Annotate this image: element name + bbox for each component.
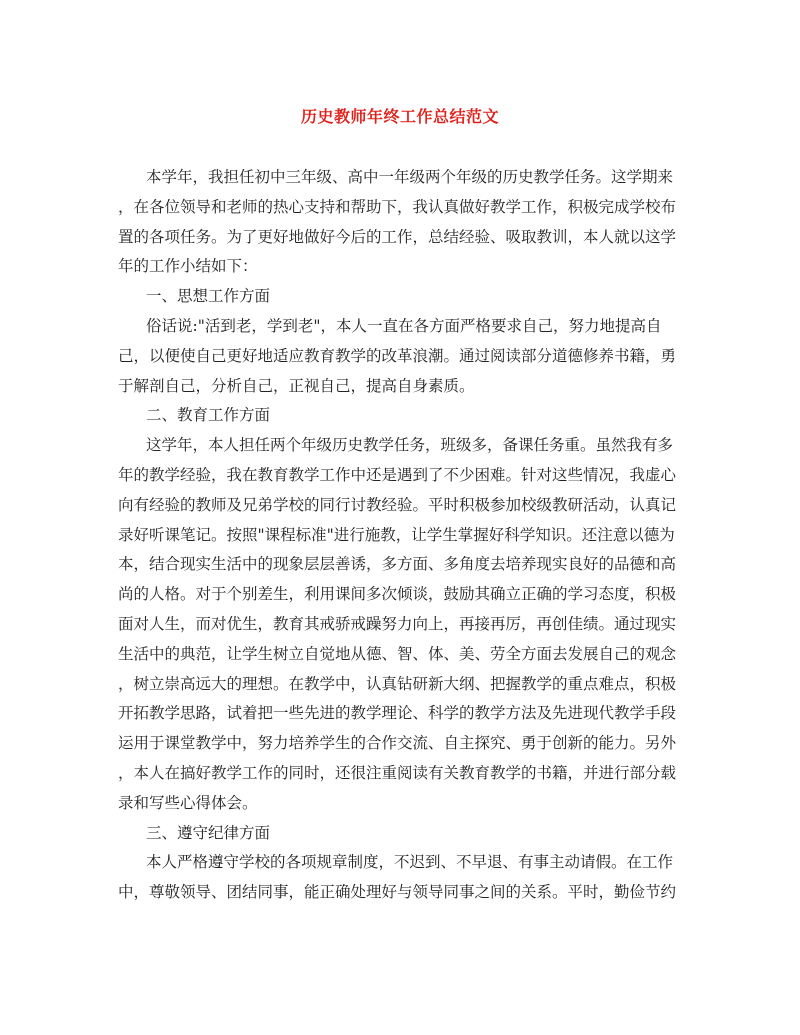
- text-line: 一、思想工作方面: [146, 287, 271, 306]
- text-line: 己，以便使自己更好地适应教育教学的改革浪潮。通过阅读部分道德修养书籍，勇: [118, 346, 677, 365]
- text-line: 年的工作小结如下：: [118, 257, 258, 276]
- text-line: 生活中的典范，让学生树立自觉地从德、智、体、美、劳全方面去发展自己的观念: [118, 644, 677, 663]
- text-line: 于解剖自己，分析自己，正视自己，提高自身素质。: [118, 376, 475, 395]
- text-line: 这学年，本人担任两个年级历史教学任务，班级多，备课任务重。虽然我有多: [146, 436, 674, 455]
- text-line: ，树立崇高远大的理想。在教学中，认真钻研新大纲、把握教学的重点难点，积极: [118, 674, 677, 693]
- text-line: 面对人生，而对优生，教育其戒骄戒躁努力向上，再接再厉，再创佳绩。通过现实: [118, 614, 677, 633]
- text-line: 开拓教学思路，试着把一些先进的教学理论、科学的教学方法及先进现代教学手段: [118, 704, 677, 723]
- text-line: ，在各位领导和老师的热心支持和帮助下，我认真做好教学工作，积极完成学校布: [118, 197, 677, 216]
- text-line: 年的教学经验，我在教育教学工作中还是遇到了不少困难。针对这些情况，我虚心: [118, 465, 677, 484]
- text-line: 录和写些心得体会。: [118, 793, 258, 812]
- text-line: 俗话说:"活到老，学到老"，本人一直在各方面严格要求自己，努力地提高自: [146, 316, 662, 335]
- text-line: 三、遵守纪律方面: [146, 823, 271, 842]
- text-line: 录好听课笔记。按照"课程标准"进行施教，让学生掌握好科学知识。还注意以德为: [118, 525, 675, 544]
- text-line: 本学年，我担任初中三年级、高中一年级两个年级的历史教学任务。这学期来: [146, 168, 674, 186]
- text-line: 置的各项任务。为了更好地做好今后的工作，总结经验、吸取教训，本人就以这学: [118, 227, 677, 246]
- text-line: 二、教育工作方面: [146, 406, 271, 425]
- document-title: 历史教师年终工作总结范文: [300, 107, 499, 126]
- text-line: 本，结合现实生活中的现象层层善诱，多方面、多角度去培养现实良好的品德和高: [118, 555, 677, 574]
- text-line: 尚的人格。对于个别差生，利用课间多次倾谈，鼓励其确立正确的学习态度，积极: [118, 585, 677, 604]
- text-line: 运用于课堂教学中，努力培养学生的合作交流、自主探究、勇于创新的能力。另外: [118, 734, 677, 753]
- text-line: ，本人在搞好教学工作的同时，还很注重阅读有关教育教学的书籍，并进行部分载: [118, 763, 677, 782]
- text-line: 中，尊敬领导、团结同事，能正确处理好与领导同事之间的关系。平时，勤俭节约: [118, 883, 677, 902]
- text-line: 本人严格遵守学校的各项规章制度，不迟到、不早退、有事主动请假。在工作: [146, 853, 674, 872]
- text-line: 向有经验的教师及兄弟学校的同行讨教经验。平时积极参加校级教研活动，认真记: [118, 495, 677, 514]
- document-body: [118, 163, 684, 908]
